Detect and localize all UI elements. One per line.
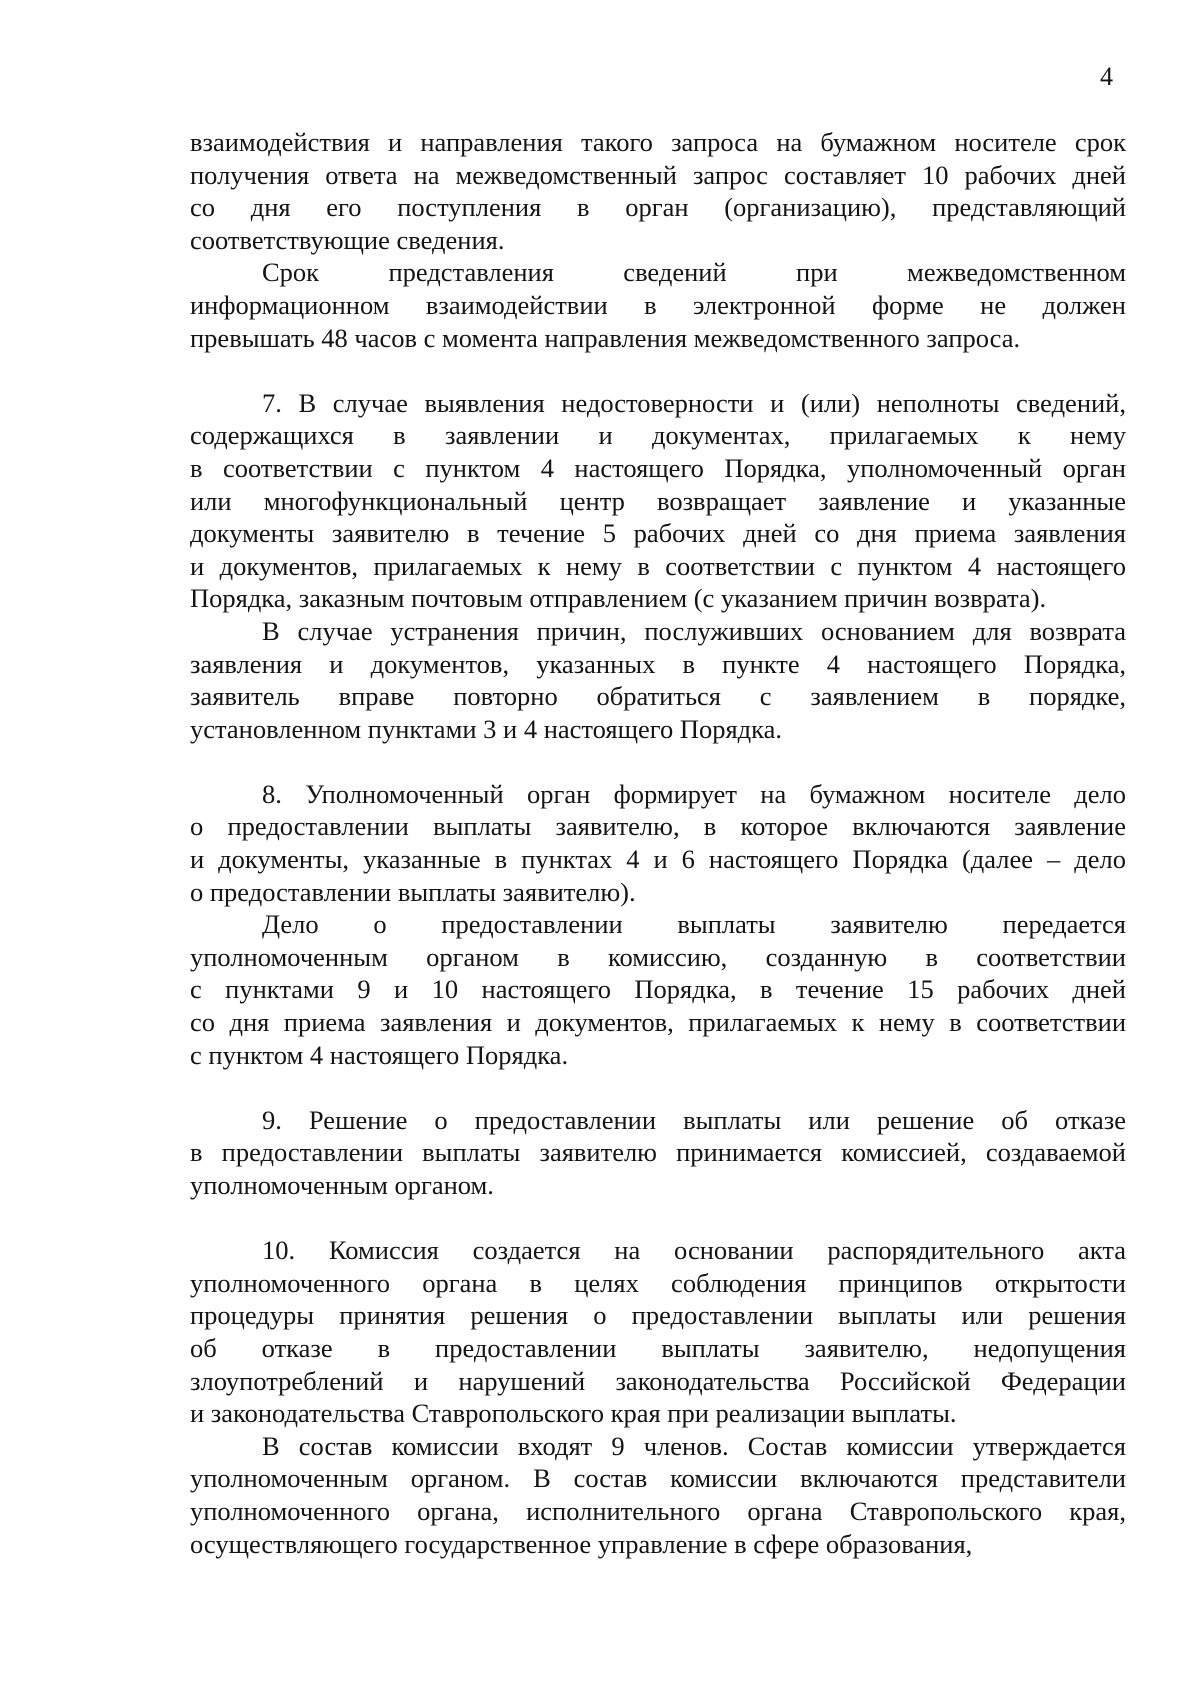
text-line: уполномоченного органа, исполнительного органа Ставропольского края, xyxy=(190,1495,1126,1526)
text-line: и документы, указанные в пунктах 4 и 6 настоящего Порядка (далее – дело xyxy=(190,844,1126,875)
text-line: об отказе в предоставлении выплаты заявителю, недопущения xyxy=(190,1332,1126,1363)
paragraph xyxy=(190,908,1126,1071)
paragraph xyxy=(190,387,1126,615)
text-line: В случае устранения причин, послуживших основанием для возврата xyxy=(262,615,1126,646)
paragraph xyxy=(190,256,1126,354)
paragraph xyxy=(190,615,1126,745)
text-line: о предоставлении выплаты заявителю). xyxy=(190,876,636,907)
paragraph-spacer xyxy=(190,1202,1126,1235)
text-line: заявитель вправе повторно обратиться с заявлением в порядке, xyxy=(190,681,1126,712)
text-line: 8. Уполномоченный орган формирует на бумажном носителе дело xyxy=(262,778,1126,809)
text-line: с пунктом 4 настоящего Порядка. xyxy=(190,1039,569,1070)
text-line: установленном пунктами 3 и 4 настоящего Порядка. xyxy=(190,713,782,744)
text-line: взаимодействия и направления такого запроса на бумажном носителе срок xyxy=(190,127,1126,157)
text-line: уполномоченным органом. xyxy=(190,1170,494,1200)
text-line: В состав комиссии входят 9 членов. Состав комиссии утверждается xyxy=(262,1430,1126,1461)
text-line: осуществляющего государственное управление в сфере образования, xyxy=(190,1528,973,1559)
page-number: 4 xyxy=(1100,62,1113,91)
text-line: злоупотреблений и нарушений законодательства Российской Федерации xyxy=(190,1365,1126,1396)
text-line: 9. Решение о предоставлении выплаты или решение об отказе xyxy=(262,1104,1126,1135)
text-line: с пунктами 9 и 10 настоящего Порядка, в течение 15 рабочих дней xyxy=(190,974,1126,1005)
paragraph xyxy=(190,126,1126,256)
text-line: соответствующие сведения. xyxy=(190,224,505,255)
paragraph-spacer xyxy=(190,354,1126,387)
text-line: заявления и документов, указанных в пункте 4 настоящего Порядка, xyxy=(190,648,1126,679)
text-line: и законодательства Ставропольского края при реализации выплаты. xyxy=(190,1398,957,1429)
paragraph xyxy=(190,778,1126,908)
text-line: процедуры принятия решения о предоставлении выплаты или решения xyxy=(190,1300,1126,1331)
text-line: содержащихся в заявлении и документах, прилагаемых к нему xyxy=(190,420,1126,451)
text-line: уполномоченным органом. В состав комиссии включаются представители xyxy=(190,1463,1126,1494)
text-line: или многофункциональный центр возвращает заявление и указанные xyxy=(190,485,1126,516)
paragraph-spacer xyxy=(190,745,1126,778)
paragraph-spacer xyxy=(190,1071,1126,1104)
paragraph xyxy=(190,1234,1126,1430)
text-line: со дня его поступления в орган (организацию), представляющий xyxy=(190,192,1126,223)
text-line: о предоставлении выплаты заявителю, в которое включаются заявление xyxy=(190,811,1126,842)
text-line: превышать 48 часов с момента направления межведомственного запроса. xyxy=(190,322,1021,353)
text-line: получения ответа на межведомственный запрос составляет 10 рабочих дней xyxy=(190,159,1126,190)
text-line: и документов, прилагаемых к нему в соответствии с пунктом 4 настоящего xyxy=(190,550,1126,581)
paragraph xyxy=(190,1430,1126,1560)
text-line: уполномоченного органа в целях соблюдения принципов открытости xyxy=(190,1267,1126,1298)
text-line: информационном взаимодействии в электронной форме не должен xyxy=(190,289,1126,320)
text-line: документы заявителю в течение 5 рабочих дней со дня приема заявления xyxy=(190,518,1126,549)
text-line: 10. Комиссия создается на основании распорядительного акта xyxy=(262,1235,1126,1266)
text-line: уполномоченным органом в комиссию, созданную в соответствии xyxy=(190,941,1126,972)
text-line: 7. В случае выявления недостоверности и (или) неполноты сведений, xyxy=(262,387,1126,418)
text-line: в предоставлении выплаты заявителю принимается комиссией, создаваемой xyxy=(190,1137,1126,1168)
text-line: в соответствии с пунктом 4 настоящего Порядка, уполномоченный орган xyxy=(190,452,1126,483)
text-line: Дело о предоставлении выплаты заявителю передается xyxy=(262,909,1126,940)
text-line: со дня приема заявления и документов, прилагаемых к нему в соответствии xyxy=(190,1007,1126,1038)
document-body xyxy=(190,126,1126,1560)
text-line: Срок представления сведений при межведомственном xyxy=(262,257,1126,288)
paragraph xyxy=(190,1104,1126,1202)
text-line: Порядка, заказным почтовым отправлением (с указанием причин возврата). xyxy=(190,583,1047,614)
